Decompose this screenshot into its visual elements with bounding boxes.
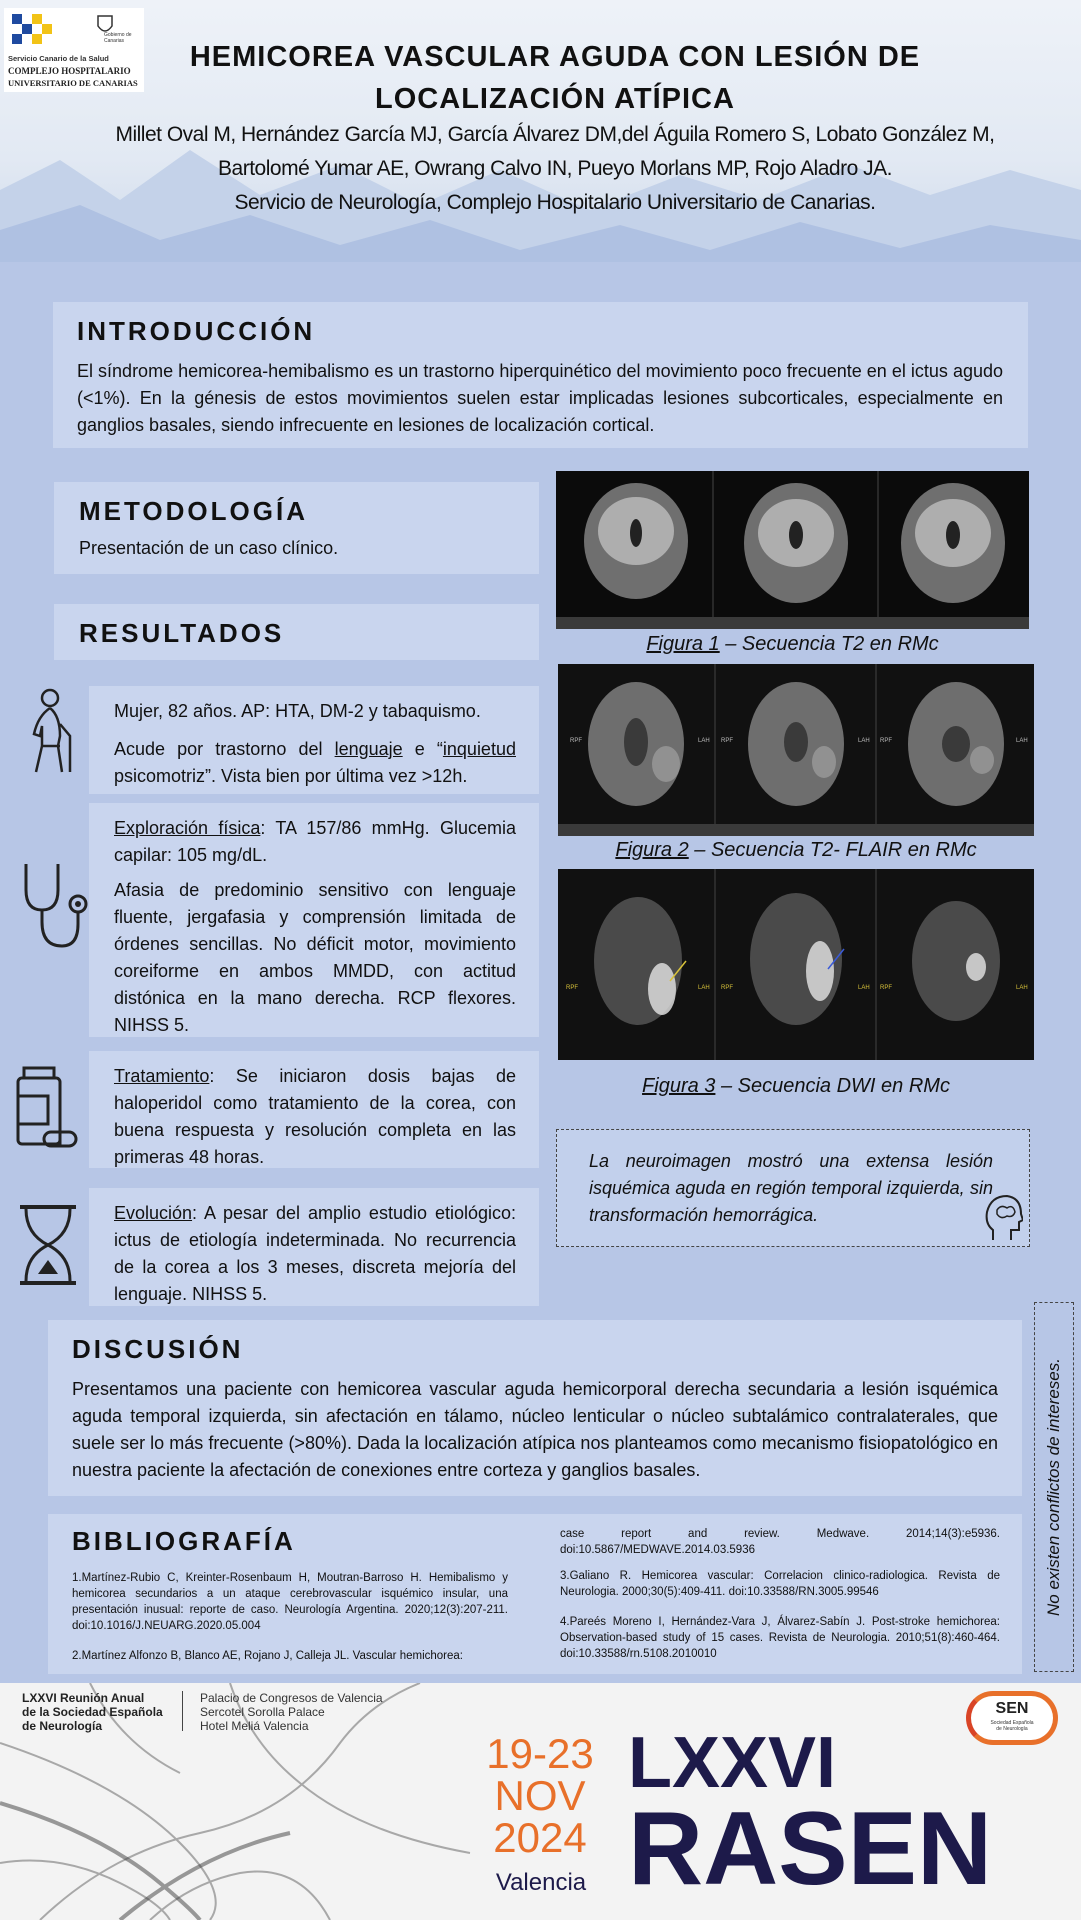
meeting-line-1: LXXVI Reunión Anual xyxy=(22,1691,145,1705)
title-line-1: HEMICOREA VASCULAR AGUDA CON LESIÓN DE xyxy=(189,41,921,73)
sen-logo-subtitle xyxy=(971,1720,1053,1732)
date-year: 2024 xyxy=(493,1814,587,1861)
figure-2-label: Figura 2 xyxy=(615,839,689,861)
results-card-exam xyxy=(89,803,539,1037)
results-card-patient xyxy=(89,686,539,794)
results-card-treatment xyxy=(89,1051,539,1168)
figure-1-image xyxy=(556,471,1029,629)
fig2-marker-right-2: LAH xyxy=(858,738,870,744)
intro-section xyxy=(53,302,1028,448)
title-line-2: LOCALIZACIÓN ATÍPICA xyxy=(375,83,735,115)
figure-3-mri-dwi xyxy=(558,869,1034,1060)
meeting-line-2: de la Sociedad Española xyxy=(22,1705,163,1719)
date-month: NOV xyxy=(494,1772,586,1819)
medicine-bottle-icon xyxy=(14,1066,80,1150)
fig2-marker-right-3: LAH xyxy=(1016,738,1028,744)
results-card-evolution xyxy=(89,1188,539,1306)
patient-summary: Mujer, 82 años. AP: HTA, DM-2 y tabaquismo. xyxy=(114,701,481,721)
gov-label: Gobierno de Canarias xyxy=(104,32,132,44)
discussion-section xyxy=(48,1320,1022,1496)
intro-text: El síndrome hemicorea-hemibalismo es un trastorno hiperquinético del movimiento poco frecuente en el ictus agudo (<1%). En la génesis de estos movimientos suelen estar implicadas lesiones subcorticales, especialmente en ganglios basales, siendo infrecuente en lesiones de localización cortical. xyxy=(77,361,1003,435)
congress-dates xyxy=(480,1730,600,1861)
brain-head-icon xyxy=(983,1192,1023,1242)
fig3-marker-right-3: LAH xyxy=(1016,985,1028,991)
hourglass-icon xyxy=(18,1204,78,1286)
treatment-heading: Tratamiento xyxy=(114,1066,210,1086)
figure-1-label: Figura 1 xyxy=(646,633,720,655)
treatment-body: : Se iniciaron dosis bajas de haloperidol como tratamiento de la corea, con buena respuesta y resolución completa en las primeras 48 horas. xyxy=(114,1066,516,1167)
meeting-line-3: de Neurología xyxy=(22,1719,103,1733)
figure-1-caption-text: – Secuencia T2 en RMc xyxy=(719,633,939,655)
evolution-text xyxy=(114,1200,516,1308)
stethoscope-icon xyxy=(18,860,90,952)
date-days: 19-23 xyxy=(486,1730,594,1777)
discussion-text: Presentamos una paciente con hemicorea vascular aguda hemicorporal derecha secundaria a lesión isquémica aguda temporal izquierda, sin afectación en tálamo, núcleo lenticular o núcleo subtalámico contralaterales, que suele ser lo más frecuente (>80%). Dada la localización atípica nos planteamos como mecanismo fisiopatológico en nuestra paciente la afectación de conexiones entre corteza y ganglios basales. xyxy=(72,1379,998,1480)
exam-heading: Exploración física xyxy=(114,818,261,838)
fig2-marker-right-1: LAH xyxy=(698,738,710,744)
figure-3-caption-text: – Secuencia DWI en RMc xyxy=(715,1075,950,1097)
logo-line-3: UNIVERSITARIO DE CANARIAS xyxy=(8,78,138,88)
brand-rasen: RASEN xyxy=(628,1791,993,1907)
conflicts-box xyxy=(1034,1302,1074,1672)
results-title-box xyxy=(54,604,539,660)
exam-findings: Afasia de predominio sensitivo con lenguaje fluente, jergafasia y comprensión limitada de órdenes sencillas. No déficit motor, movimiento coreiforme en ambos MMDD, con actitud distónica en la mano derecha. RCP flexores. NIHSS 5. xyxy=(114,880,516,1035)
reference-3: 3.Galiano R. Hemicorea vascular: Correlacion clinico-radiologica. Revista de Neurologia. 2000;30(5):409-411. doi:10.33588/RN.3005.99546 xyxy=(560,1570,1000,1598)
figure-3-label: Figura 3 xyxy=(642,1075,716,1097)
canarias-squares-icon xyxy=(8,10,72,50)
method-title: METODOLOGÍA xyxy=(79,496,308,526)
elderly-woman-icon xyxy=(20,686,80,776)
poster-title xyxy=(140,36,970,120)
sen-logo xyxy=(966,1691,1058,1745)
discussion-title: DISCUSIÓN xyxy=(72,1334,244,1364)
bibliography-section xyxy=(48,1514,1022,1674)
intro-title: INTRODUCCIÓN xyxy=(77,316,316,346)
fig3-marker-left-1: RPF xyxy=(566,985,578,991)
congress-city: Valencia xyxy=(495,1869,587,1896)
brand-lxxvi: LXXVI xyxy=(628,1723,837,1803)
figure-2-image xyxy=(558,664,1034,836)
authors-block xyxy=(60,118,1050,220)
evolution-body: : A pesar del amplio estudio etiológico: ictus de etiología indeterminada. No recurrencia de la corea a los 3 meses, discreta mejoría del lenguaje. NIHSS 5. xyxy=(114,1203,516,1304)
patient-presentation xyxy=(114,736,516,790)
figure-1-mri-coronal xyxy=(556,471,1029,629)
venue-3: Hotel Meliá Valencia xyxy=(200,1719,309,1733)
hospital-logo xyxy=(4,8,144,92)
figure-2-caption-text: – Secuencia T2- FLAIR en RMc xyxy=(688,839,977,861)
fig2-marker-left-2: RPF xyxy=(721,738,733,744)
presentation-text-a: Acude por trastorno del xyxy=(114,739,335,759)
fig3-marker-left-2: RPF xyxy=(721,985,733,991)
figure-3-caption xyxy=(558,1075,1034,1098)
venue-1: Palacio de Congresos de Valencia xyxy=(200,1691,383,1705)
figure-1-caption xyxy=(556,633,1029,656)
footer-divider xyxy=(182,1691,183,1731)
method-section xyxy=(54,482,539,574)
exam-vitals-text: : TA 157/86 mmHg. Glucemia capilar: 105 mg/dL. xyxy=(114,818,516,865)
presentation-text-b: e “ xyxy=(402,739,443,759)
figure-2-caption xyxy=(558,839,1034,862)
conflicts-text: No existen conflictos de intereses. xyxy=(1044,1358,1063,1616)
sen-logo-text: SEN xyxy=(995,1700,1029,1717)
presentation-text-c: psicomotriz”. Vista bien por última vez >12h. xyxy=(114,766,468,786)
method-text: Presentación de un caso clínico. xyxy=(79,538,339,558)
neuroimaging-text: La neuroimagen mostró una extensa lesión isquémica aguda en región temporal izquierda, sin transformación hemorrágica. xyxy=(589,1151,993,1225)
logo-line-1: Servicio Canario de la Salud xyxy=(8,54,109,63)
authors-line-1: Millet Oval M, Hernández García MJ, García Álvarez DM,del Águila Romero S, Lobato González M, xyxy=(115,123,995,146)
reference-1: 1.Martínez-Rubio C, Kreinter-Rosenbaum H, Moutran-Barroso H. Hemibalismo y hemicorea secundarios a un ataque cerebrovascular isquémico insular, una presentación inusual: reporte de caso. Neurología Argentina. 2020;12(3):207-211. doi:10.1016/J.NEUARG.2020.05.004 xyxy=(72,1572,508,1632)
venue-2: Sercotel Sorolla Palace xyxy=(200,1705,325,1719)
fig3-marker-right-1: LAH xyxy=(698,985,710,991)
fig2-marker-left-1: RPF xyxy=(570,738,582,744)
reference-4: 4.Pareés Moreno I, Hernández-Vara J, Álvarez-Sabín J. Post-stroke hemichorea: Observation-based study of 15 cases. Revista de Neurologia. 2010;51(8):460-464. doi:10.33588/rn.5108.2010010 xyxy=(560,1616,1000,1660)
bibliography-title: BIBLIOGRAFÍA xyxy=(72,1526,296,1556)
figure-3-image xyxy=(558,869,1034,1060)
presentation-underline-2: inquietud xyxy=(442,739,516,759)
sen-sub-2: de Neurología xyxy=(996,1726,1028,1732)
presentation-underline-1: lenguaje xyxy=(334,739,403,759)
exam-vitals xyxy=(114,815,516,869)
fig3-marker-right-2: LAH xyxy=(858,985,870,991)
congress-footer xyxy=(0,1683,1081,1920)
venue-list xyxy=(200,1691,383,1733)
fig3-marker-left-3: RPF xyxy=(880,985,892,991)
results-title: RESULTADOS xyxy=(79,618,285,648)
meeting-name xyxy=(22,1691,163,1733)
fig2-marker-left-3: RPF xyxy=(880,738,892,744)
sen-sub-1: Sociedad Española xyxy=(990,1720,1034,1726)
figure-2-mri-flair xyxy=(558,664,1034,836)
reference-2: 2.Martínez Alfonzo B, Blanco AE, Rojano J, Calleja JL. Vascular hemichorea: xyxy=(72,1650,463,1662)
authors-line-2: Bartolomé Yumar AE, Owrang Calvo IN, Pueyo Morlans MP, Rojo Aladro JA. xyxy=(218,157,892,180)
treatment-text xyxy=(114,1063,516,1171)
evolution-heading: Evolución xyxy=(114,1203,193,1223)
affiliation: Servicio de Neurología, Complejo Hospitalario Universitario de Canarias. xyxy=(234,191,876,214)
logo-line-2: COMPLEJO HOSPITALARIO xyxy=(8,66,131,76)
neuroimaging-box xyxy=(556,1129,1030,1247)
reference-2-continued: case report and review. Medwave. 2014;14(3):e5936. doi:10.5867/MEDWAVE.2014.03.5936 xyxy=(560,1528,1000,1556)
